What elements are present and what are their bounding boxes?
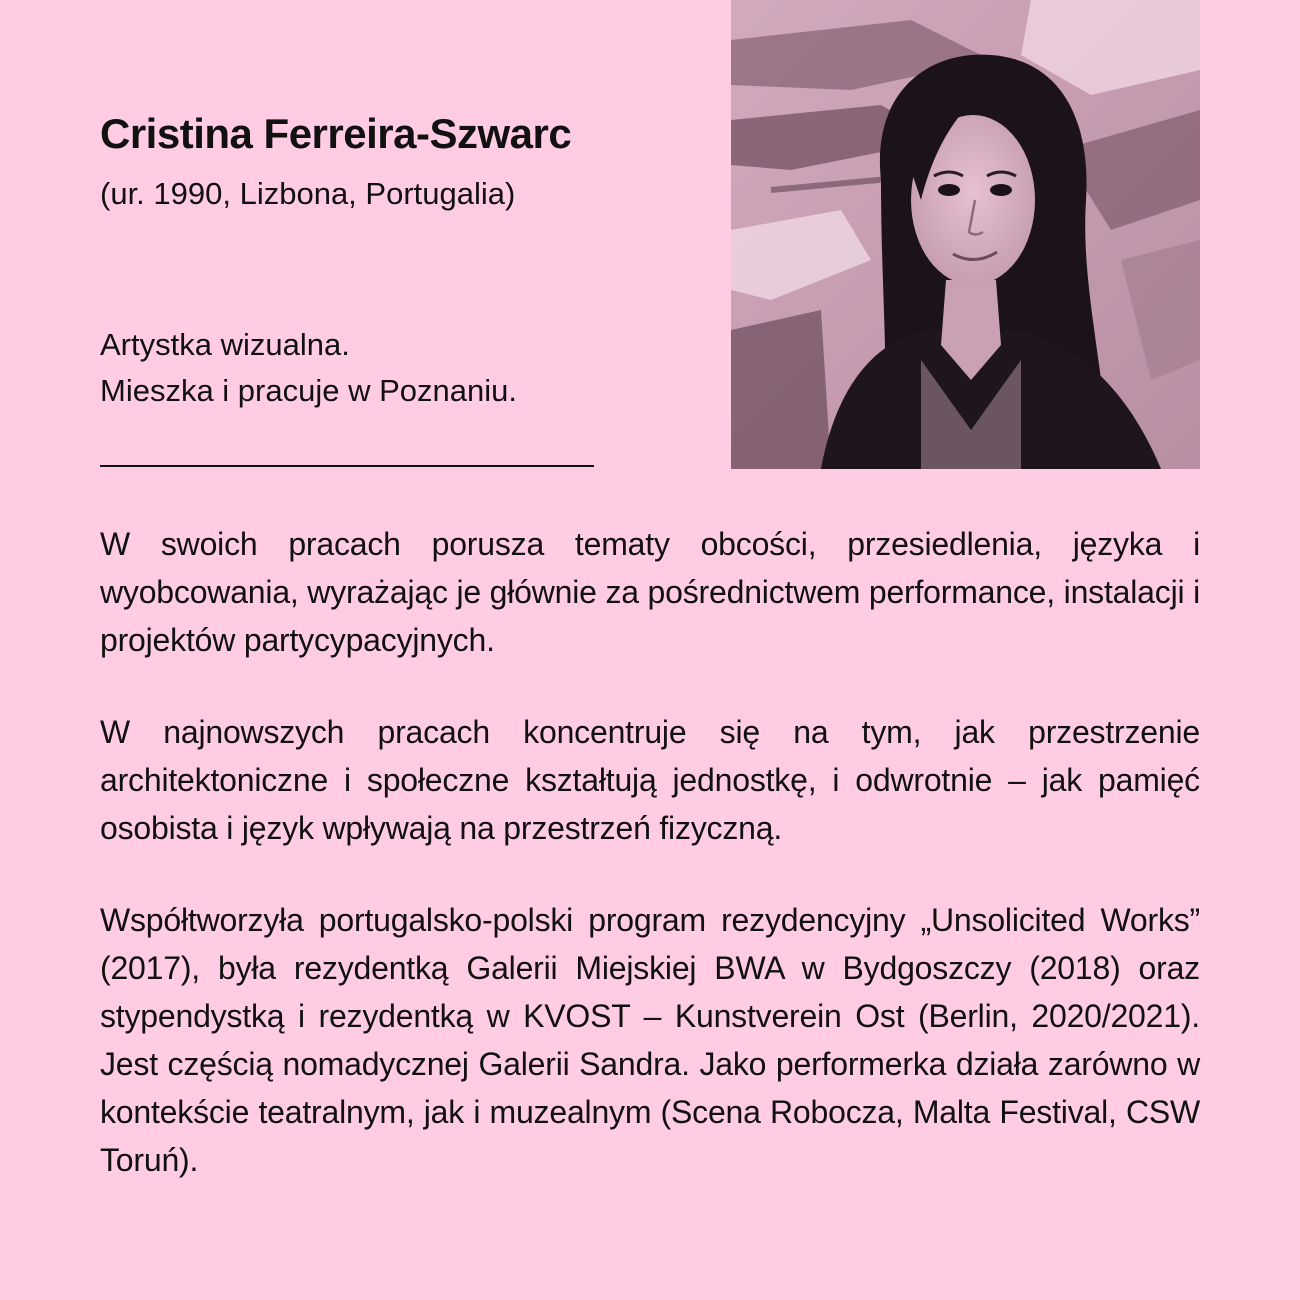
bio-paragraph-themes: W swoich pracach porusza tematy obcości, przesiedlenia, języka i wyobcowania, wyrażając je głównie za pośrednictwem performance, instalacji i projektów partycypacyjnych. [100,526,1200,658]
artist-name: Cristina Ferreira-Szwarc [100,110,572,157]
artist-role [100,322,517,414]
portrait-photo [731,0,1200,469]
biography [100,520,1200,1184]
residence-line: Mieszka i pracuje w Poznaniu. [100,373,517,408]
bio-paragraph-recent-work: W najnowszych pracach koncentruje się na tym, jak przestrzenie architektoniczne i społeczne kształtują jednostkę, i odwrotnie – jak pamięć osobista i język wpływają na przestrzeń fizyczną. [100,714,1200,846]
portrait-icon [731,0,1200,469]
role-line: Artystka wizualna. [100,327,350,362]
birth-info: (ur. 1990, Lizbona, Portugalia) [100,176,516,211]
bio-paragraph-residencies: Współtworzyła portugalsko-polski program rezydencyjny „Unsolicited Works” (2017), była rezydentką Galerii Miejskiej BWA w Bydgoszczy (2018) oraz stypendystką i rezydentką w KVOST – Kunstverein Ost (Berlin, 2020/2021). Jest częścią nomadycznej Galerii Sandra. Jako performerka działa zarówno w kontekście teatralnym, jak i muzealnym (Scena Robocza, Malta Festival, CSW Toruń). [100,902,1200,1178]
divider-line [100,465,594,467]
